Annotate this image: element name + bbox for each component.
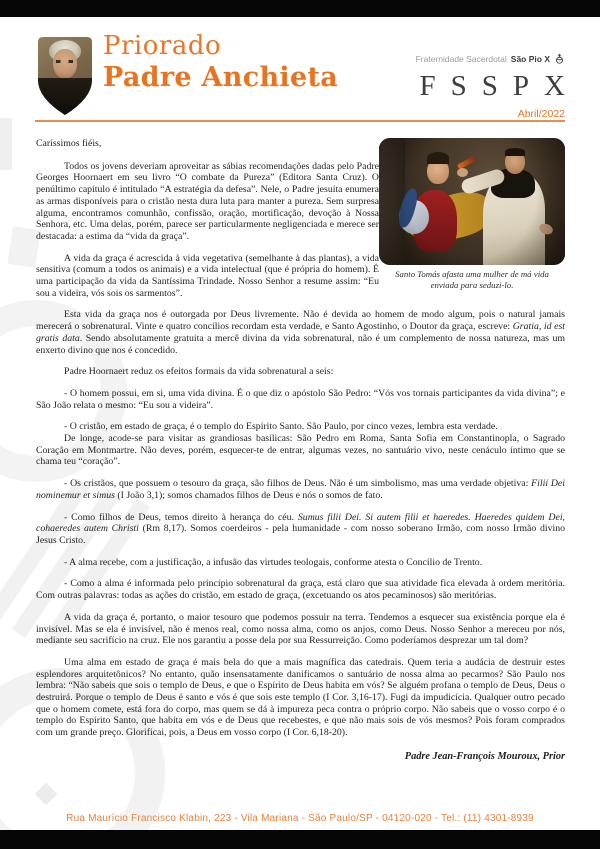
priory-title-line2: Padre Anchieta [103,62,339,93]
priory-title-line1: Priorado [103,31,222,61]
santo-tomas-painting [379,138,565,265]
signature: Padre Jean-François Mouroux, Prior [404,750,565,762]
paragraph: Esta vida da graça nos é outorgada por Deus livremente. Não é devida ao homem de modo algum, pois o natural jamais merecerá o sobrenatural. Vinte e quatro concílios recordam esta verdade, e Santo Agostinho, o Doutor da graça, escreve: Gratia, id est gratis data. Sendo absolutamente gratuita a mercê divina da vida sobrenatural, não é um complemento de nossa natureza, mas um enxerto divino que nos é concedido. [36,309,566,356]
fraternity-name [416,53,565,64]
letter-body [36,138,565,763]
issue-date: Abril/2022 [517,108,565,120]
paragraph: - Como filhos de Deus, temos direito à herança do céu. Sumus filii Dei. Si autem filii et haeredes. Haeredes quidem Dei, cohaeredes autem Christi (Rm 8,17). Somos coerdeiros - pela humanidade - com nosso soberano Irmão, com nosso Irmão divino Jesus Cristo. [36,511,565,546]
footer-address: Rua Maurício Francisco Klabin, 223 - Vila Mariana - São Paulo/SP - 04120-020 - Tel.: (11) 4301-8939 [66,813,534,824]
paragraph: - Como a alma é informada pelo princípio sobrenatural da graça, está claro que sua atividade fica elevada à ordem meritória. Com outras palavras: todas as ações do cristão, em estado de graça, (excetuando os atos pecaminosos) são meritórias. [36,578,565,602]
top-black-bar [0,0,600,17]
anchieta-portrait [35,36,95,116]
portrait-eyes [56,60,74,63]
fraternity-block [415,53,580,120]
portrait-face [53,49,77,79]
painting-vignette [379,138,565,265]
paragraph: Padre Hoornaert reduz os efeitos formais da vida sobrenatural a seis: [64,366,334,378]
fraternity-name-bold: São Pio X [510,53,550,64]
paragraph: - Os cristãos, que possuem o tesouro da graça, são filhos de Deus. Não é um simbolismo, mas uma verdade objetiva: Filii Dei nominemur et simus (I João 3,1); somos chamados filhos de Deus e nós o somos de fato. [36,478,566,501]
salutation: Caríssimos fiéis, [36,138,102,149]
paragraph: - A alma recebe, com a justificação, a infusão das virtudes teologais, conforme atesta o Concílio de Trento. [64,556,483,568]
fsspx-acronym: FSSPX [419,70,580,102]
figure-santo-tomas [379,138,565,290]
globus-cruciger-icon [554,53,565,64]
priory-title [103,33,338,91]
figure-caption: Santo Tomás afasta uma mulher de má vida enviada para seduzi-lo. [395,269,549,290]
fraternity-name-light: Fraternidade Sacerdotal [415,53,507,64]
paragraph: A vida da graça é, portanto, o maior tesouro que podemos possuir na terra. Tendemos a esquecer sua existência porque ela é invisível. Mas se ela é invisível, não é menos real, como nossa alma, como os anjos, como Deus. Nosso Senhor a mereceu por nós, mediante seu sacrifício na cruz. Ele nos garantiu a posse dela por sua Ressurreição. Como poderíamos desprezar um tal dom? [36,611,565,647]
watermark-shape [0,118,12,170]
portrait-robe [35,78,95,116]
paragraph: De longe, acode-se para visitar as grandiosas basílicas: São Pedro em Roma, Santa Sofia em Constantinopla, o Sagrado Coração em Montmartre. Não deves, porém, esquecer-te de entrar, algumas vezes, no santuário vivo, neste cenáculo íntimo que se chama teu “coração”. [36,433,565,468]
paragraph: A vida da graça é acrescida à vida vegetativa (semelhante à das plantas), a vida sensitiva (comum a todos os animais) e a vida intelectual (que é própria do homem). É uma participação da vida da Santíssima Trindade. Nosso Senhor a resume assim: “Eu sou a videira, vós sois os sarmentos”. [36,252,379,299]
paragraph: - O homem possui, em si, uma vida divina. É o que diz o apóstolo São Pedro: “Vós vos tornais participantes da vida divina”; e São João relata o mesmo: “Eu sou a videira”. [36,387,565,411]
paragraph: Todos os jovens deveriam aproveitar as sábias recomendações dadas pelo Padre Georges Hoornaert em seu livro “O combate da Pureza” (Editora Santa Cruz). O penúltimo capítulo é intitulado “A estratégia da defesa”. Nele, o Padre jesuíta enumera as armas disponíveis para o cristão nesta dura luta para manter a pureza. Sem surpresa alguma, encontramos comunhão, confissão, oração, mortificação, devoção à Nossa Senhora, etc. Uma delas, porém, parece ser particularmente negligenciada e merece ser destacada: a estima da “vida da graça”. [36,160,379,242]
header-rule [35,120,565,122]
paragraph: Uma alma em estado de graça é mais bela do que a mais magnífica das catedrais. Quem teria a audácia de destruir estes esplendores arquitetônicos? No entanto, quão insensatamente danificamos o santuário de nossa alma ao pecarmos? São Paulo nos lembra: “Não sabeis que sois o templo de Deus, e que o Espírito de Deus habita em vós? Se alguém profana o templo de Deus, Deus o destruirá. Porque o templo de Deus é santo e vós é que sois este templo (I Cor. 3,16-17). Fugi da impudicícia. Qualquer outro pecado que o homem comete, está fora do corpo, mas quem se dá à impureza peca contra o próprio corpo. Não sabeis que o vosso corpo é o templo do Espírito Santo, que habita em vós e de Deus que recebestes, e que não mais sois de vós mesmos? Pois foram comprados com um grande preço. Glorificai, pois, a Deus em vosso corpo (I Cor. 6,18-20). [36,656,565,739]
paragraph: - O cristão, em estado de graça, é o templo do Espírito Santo. São Paulo, por cinco vezes, lembra esta verdade. [64,421,498,433]
bottom-black-bar [0,830,600,849]
